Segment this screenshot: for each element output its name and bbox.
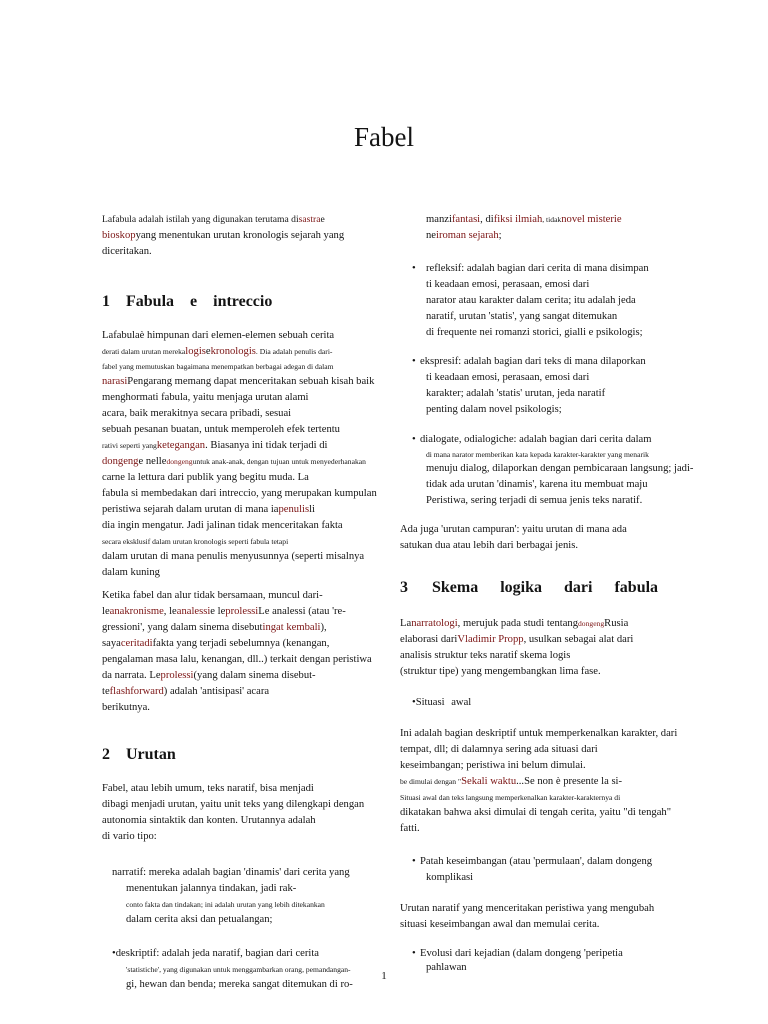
text: tempat, dll; di dalamnya sering ada situasi dari: [400, 744, 598, 755]
text: te: [102, 686, 110, 697]
patah-keseimbangan-paragraph: [400, 901, 714, 933]
text: menghormati fabula, yaitu menjaga urutan alami: [102, 392, 309, 403]
bullet: •: [112, 948, 116, 959]
text: dibagi menjadi urutan, yaitu unit teks yang dilengkapi dengan: [102, 799, 365, 810]
text: fabula: [113, 330, 140, 341]
text: . Biasanya ini tidak terjadi di: [205, 440, 328, 451]
list-item-patah-keseimbangan: [400, 854, 714, 886]
text: ti keadaan emosi, perasaan, emosi dari: [426, 279, 590, 290]
text: Le analessi (atau 're-: [258, 606, 346, 617]
text: refleksif: adalah bagian dari cerita di mana disimpan: [426, 263, 649, 274]
link-sastra[interactable]: sastra: [298, 214, 321, 225]
text: (struktur tipe) yang mengembangkan lima fase.: [400, 666, 601, 677]
bullet: •: [412, 948, 416, 959]
link-analessi[interactable]: analessi: [176, 606, 211, 617]
link-penulis[interactable]: penulis: [278, 504, 310, 515]
link-sekali-waktu[interactable]: Sekali waktu: [461, 776, 517, 787]
link-logis[interactable]: logis: [185, 346, 206, 357]
text: e: [205, 346, 211, 357]
text: secara eksklusif dalam urutan kronologis seperti fabula tetapi: [102, 537, 289, 546]
text: Ada juga 'urutan campuran': yaitu urutan di mana ada: [400, 524, 627, 535]
section-title: Fabula e intreccio: [126, 293, 273, 310]
text: ti keadaan emosi, perasaan, emosi dari: [426, 372, 590, 383]
text: be dimulai dengan ": [400, 777, 462, 786]
text: da narrata. Le: [102, 670, 161, 681]
text: Peristiwa, sering terjadi di semua jenis teks naratif.: [426, 495, 643, 506]
text: ;: [498, 230, 502, 241]
list-item-ekspresif: [400, 354, 714, 418]
text: analisis struktur teks naratif skema logis: [400, 650, 571, 661]
text: Ketika fabel dan alur tidak bersamaan, muncul dari-: [102, 590, 323, 601]
text: di vario tipo:: [102, 831, 157, 842]
text: komplikasi: [426, 872, 474, 883]
mixed-sequence-paragraph: [400, 522, 714, 554]
text: Ini adalah bagian deskriptif untuk memperkenalkan karakter, dari: [400, 728, 678, 739]
text: Situasi awal dan teks langsung memperkenalkan karakter-karakternya di: [400, 793, 621, 802]
text: , usulkan sebagai alat dari: [523, 634, 634, 645]
link-fiksi-ilmiah[interactable]: fiksi ilmiah: [493, 214, 543, 225]
text: di mana narator memberikan kata kepada karakter-karakter yang menarik: [426, 450, 649, 459]
bullet: •: [412, 263, 416, 274]
section-2-heading: [102, 746, 392, 764]
list-item-refleksif: [400, 261, 714, 341]
text: , merujuk pada studi tentang: [457, 618, 578, 629]
text: penting dalam novel psikologis;: [426, 404, 562, 415]
text: derati dalam urutan mereka: [102, 347, 186, 356]
bullet: •: [412, 356, 416, 367]
intro-paragraph: [102, 212, 392, 260]
link-vladimir-propp[interactable]: Vladimir Propp: [457, 634, 524, 645]
text: fakta yang terjadi sebelumnya (kenangan,: [152, 638, 330, 649]
text: ne: [426, 230, 436, 241]
text: ) adalah 'antisipasi' acara: [163, 686, 270, 697]
link-narasi[interactable]: narasi: [102, 376, 128, 387]
text: fabel yang memutuskan bagaimana menempatkan berbagai adegan di dalam: [102, 362, 334, 371]
list-item-evolusi: [400, 946, 714, 973]
link-prolessi[interactable]: prolessi: [225, 606, 259, 617]
text: gressioni', yang dalam sinema disebut: [102, 622, 263, 633]
page-title: Fabel: [354, 122, 414, 152]
link-kronologis[interactable]: kronologis: [210, 346, 256, 357]
text: è himpunan dari elemen-elemen sebuah cerita: [139, 330, 335, 341]
bullet: •: [412, 697, 416, 708]
section-1-heading: [102, 293, 392, 311]
text: Fabel, atau lebih umum, teks naratif, bisa menjadi: [102, 783, 314, 794]
text: sebuah pesanan buatan, untuk memperoleh efek tertentu: [102, 424, 340, 435]
right-column: [400, 212, 714, 973]
text: rativi seperti yang: [102, 441, 157, 450]
bullet: •: [412, 856, 416, 867]
text: dalam cerita aksi dan petualangan;: [126, 914, 273, 925]
text: saya: [102, 638, 121, 649]
section-2-paragraph: [102, 781, 392, 845]
text: La: [400, 618, 412, 629]
text: tidak ada urutan 'dinamis', karena itu membuat maju: [426, 479, 648, 490]
list-item-dialogate: [400, 432, 714, 509]
text: Rusia: [604, 618, 629, 629]
left-column: [102, 212, 392, 993]
text: dialogate, odialogiche: adalah bagian dari cerita dalam: [420, 434, 652, 445]
text: manzi: [426, 214, 452, 225]
text: La: [102, 330, 114, 341]
text: ...Se non è presente la si-: [516, 776, 623, 787]
text: Urutan naratif yang menceritakan peristiwa yang mengubah: [400, 903, 655, 914]
text: fabula si membedakan dari intreccio, yang merupakan kumpulan: [102, 488, 377, 499]
text: carne la lettura dari publik yang begitu muda. La: [102, 472, 309, 483]
text: li: [309, 504, 315, 515]
text: pengalaman masa lalu, kenangan, dll..) terkait dengan peristiwa: [102, 654, 372, 665]
text: e le: [210, 606, 226, 617]
text: , di: [480, 214, 494, 225]
text: naratif, urutan 'statis', yang sangat ditemukan: [426, 311, 618, 322]
link-dongeng[interactable]: dongeng: [102, 456, 139, 467]
section-3-paragraph: [400, 616, 714, 680]
text: e nelle: [138, 456, 167, 467]
section-title: Urutan: [126, 746, 176, 763]
text: satukan dua atau lebih dari berbagai jenis.: [400, 540, 578, 551]
text: autonomia sintaktik dan konten. Urutannya adalah: [102, 815, 316, 826]
link-bioskop[interactable]: bioskop: [102, 230, 136, 241]
section-number: 3: [400, 579, 408, 596]
section-3-heading: [400, 579, 714, 597]
link-novel-misterie[interactable]: novel misterie: [561, 214, 622, 225]
text: pahlawan: [426, 962, 467, 973]
text: ekspresif: adalah bagian dari teks di mana dilaporkan: [420, 356, 646, 367]
text: deskriptif: adalah jeda naratif, bagian dari cerita: [115, 948, 319, 959]
link-roman-sejarah[interactable]: iroman sejarah: [436, 230, 499, 241]
text: , le: [163, 606, 177, 617]
text: Patah keseimbangan (atau 'permulaan', dalam dongeng: [420, 856, 653, 867]
text: conto fakta dan tindakan; ini adalah urutan yang lebih ditekankan: [126, 900, 325, 909]
text: situasi keseimbangan awal dan memulai cerita.: [400, 919, 600, 930]
text: La: [102, 214, 113, 225]
text: Pengarang memang dapat menceritakan sebuah kisah baik: [127, 376, 375, 387]
section-1-paragraph-2: [102, 588, 392, 716]
text: e: [320, 214, 325, 225]
text: untuk anak-anak, dengan tujuan untuk menyederhanakan: [192, 457, 366, 466]
text: yang menentukan urutan kronologis sejarah yang: [135, 230, 345, 241]
text: . Dia adalah penulis dari-: [255, 347, 333, 356]
list-item-naratif: [112, 865, 392, 928]
section-number: 2: [102, 746, 110, 763]
text: berikutnya.: [102, 702, 150, 713]
text: menentukan jalannya tindakan, jadi rak-: [126, 883, 297, 894]
text: dikatakan bahwa aksi dimulai di tengah cerita, yaitu "di tengah": [400, 807, 672, 818]
link-dongeng-2[interactable]: dongeng: [166, 457, 193, 466]
text: le: [102, 606, 110, 617]
link-ketegangan[interactable]: ketegangan: [156, 440, 206, 451]
link-ceritadi[interactable]: ceritadi: [120, 638, 153, 649]
text: gi, hewan dan benda; mereka sangat ditemukan di ro-: [126, 979, 353, 990]
text: keseimbangan; peristiwa ini belum dimulai.: [400, 760, 586, 771]
link-ingat-kembali[interactable]: ingat kembali: [262, 622, 321, 633]
text: (yang dalam sinema disebut-: [193, 670, 316, 681]
link-anakronisme[interactable]: anakronisme: [109, 606, 164, 617]
text: peristiwa sejarah dalam urutan di mana ia: [102, 504, 279, 515]
text: dia ingin mengatur. Jadi jalinan tidak menceritakan fakta: [102, 520, 343, 531]
text: ),: [320, 622, 327, 633]
text: dalam urutan di mana penulis menyusunnya (seperti misalnya: [102, 551, 365, 562]
text: narator atau karakter dalam cerita; itu adalah jeda: [426, 295, 636, 306]
text: fabula adalah istilah yang digunakan terutama di: [112, 214, 299, 225]
text: elaborasi dari: [400, 634, 458, 645]
link-narratologi[interactable]: narratologi: [411, 618, 458, 629]
list-item-deskriptif-continued: [400, 212, 714, 244]
text: di frequente nei romanzi storici, gialli e psikologis;: [426, 327, 643, 338]
link-prolessi-2[interactable]: prolessi: [160, 670, 194, 681]
text: fatti.: [400, 823, 420, 834]
text: karakter; adalah 'statis' urutan, jeda naratif: [426, 388, 606, 399]
link-dongeng-3[interactable]: dongeng: [578, 619, 605, 628]
text: , tidak: [542, 215, 562, 224]
text: menuju dialog, dilaporkan dengan pembicaraan langsung; jadi-: [426, 463, 694, 474]
text: 'statistiche', yang digunakan untuk menggambarkan orang, pemandangan-: [126, 965, 351, 974]
text: diceritakan.: [102, 246, 152, 257]
text: dalam kuning: [102, 567, 160, 578]
section-1-paragraph-1: [102, 328, 392, 581]
link-fantasi[interactable]: fantasi: [451, 214, 481, 225]
section-number: 1: [102, 293, 110, 310]
bullet: •: [412, 434, 416, 445]
text: acara, baik merakitnya secara pribadi, sesuai: [102, 408, 292, 419]
text: Evolusi dari kejadian (dalam dongeng 'peripetia: [420, 948, 623, 959]
list-item-situasi-awal: [400, 695, 714, 711]
link-flashforward[interactable]: flashforward: [109, 686, 164, 697]
situasi-awal-paragraph: [400, 726, 714, 837]
text: Situasi awal: [415, 697, 472, 708]
page-number: 1: [381, 970, 387, 982]
text: narratif: mereka adalah bagian 'dinamis' dari cerita yang: [112, 867, 350, 878]
section-title: Skema logika dari fabula: [432, 579, 659, 596]
